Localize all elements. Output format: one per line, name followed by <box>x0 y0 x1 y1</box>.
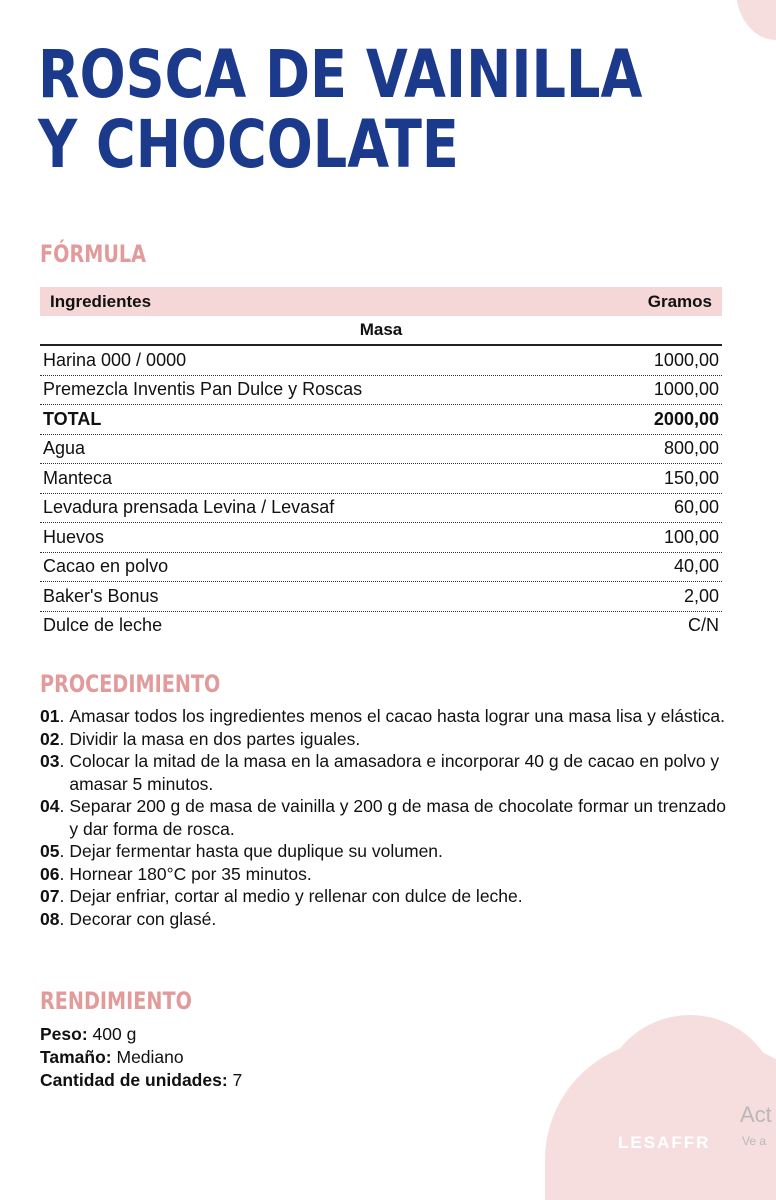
ingredient-grams: 40,00 <box>673 556 719 577</box>
units-value: 7 <box>232 1070 243 1090</box>
table-row <box>40 435 722 465</box>
procedure-step <box>40 728 730 751</box>
procedure-heading: PROCEDIMIENTO <box>40 670 221 698</box>
table-row <box>40 553 722 583</box>
procedure-step <box>40 795 730 840</box>
ingredient-name: TOTAL <box>43 408 102 429</box>
weight-value: 400 g <box>92 1024 137 1044</box>
ingredient-name: Levadura prensada Levina / Levasaf <box>43 497 335 518</box>
decorative-blob-top <box>736 0 776 40</box>
table-row <box>40 464 722 494</box>
step-separator: . <box>59 886 65 906</box>
activation-watermark-sub: Ve a <box>742 1134 767 1148</box>
units-label: Cantidad de unidades: <box>40 1070 228 1090</box>
yield-weight <box>40 1023 242 1046</box>
ingredient-grams: 800,00 <box>663 438 719 459</box>
ingredient-name: Cacao en polvo <box>43 556 169 577</box>
ingredient-grams: 1000,00 <box>653 349 719 370</box>
step-text: Decorar con glasé. <box>69 908 217 929</box>
formula-heading: FÓRMULA <box>40 240 147 268</box>
ingredient-name: Dulce de leche <box>43 615 163 636</box>
step-number: 08 <box>40 908 60 929</box>
step-separator: . <box>59 796 65 816</box>
procedure-step <box>40 908 730 931</box>
step-number: 05 <box>40 841 60 861</box>
table-row <box>40 376 722 406</box>
step-text: Dejar enfriar, cortar al medio y rellenar con dulce de leche. <box>69 886 523 906</box>
recipe-title-line2: Y CHOCOLATE <box>38 106 459 183</box>
step-separator: . <box>59 706 65 726</box>
size-value: Mediano <box>116 1047 184 1067</box>
table-row <box>40 582 722 612</box>
yield-info <box>40 1023 242 1092</box>
size-label: Tamaño: <box>40 1047 112 1067</box>
recipe-title-line1: ROSCA DE VAINILLA <box>38 36 643 113</box>
ingredient-name: Baker's Bonus <box>43 585 159 606</box>
table-row <box>40 346 722 376</box>
recipe-title <box>38 36 643 183</box>
procedure-step <box>40 705 730 728</box>
ingredients-table <box>40 287 722 640</box>
procedure-step <box>40 750 730 795</box>
step-separator: . <box>59 751 65 771</box>
step-text: Colocar la mitad de la masa en la amasadora e incorporar 40 g de cacao en polvo y amasar 5 minutos. <box>69 751 720 794</box>
step-number: 07 <box>40 886 60 906</box>
table-row <box>40 523 722 553</box>
header-grams: Gramos <box>647 291 712 311</box>
ingredient-grams: 2000,00 <box>653 408 719 429</box>
ingredient-name: Agua <box>43 438 86 459</box>
yield-heading: RENDIMIENTO <box>40 987 192 1015</box>
header-ingredients: Ingredientes <box>50 291 152 311</box>
procedure-step <box>40 840 730 863</box>
activation-watermark: Act <box>740 1102 772 1127</box>
step-separator: . <box>59 908 65 929</box>
ingredient-name: Premezcla Inventis Pan Dulce y Roscas <box>43 379 363 400</box>
table-group-label: Masa <box>40 316 722 346</box>
ingredient-grams: 150,00 <box>663 467 719 488</box>
step-number: 04 <box>40 796 60 816</box>
yield-size <box>40 1046 242 1069</box>
table-body <box>40 346 722 640</box>
ingredient-grams: 2,00 <box>683 585 719 606</box>
ingredient-grams: C/N <box>688 615 719 636</box>
procedure-step <box>40 863 730 886</box>
ingredient-name: Manteca <box>43 467 113 488</box>
step-number: 02 <box>40 728 60 749</box>
step-text: Dejar fermentar hasta que duplique su volumen. <box>69 841 443 861</box>
step-text: Separar 200 g de masa de vainilla y 200 g de masa de chocolate formar un trenzado y dar forma de rosca. <box>69 796 726 839</box>
ingredient-grams: 1000,00 <box>653 379 719 400</box>
step-separator: . <box>59 841 65 861</box>
yield-units <box>40 1069 242 1092</box>
procedure-step <box>40 885 730 908</box>
step-number: 01 <box>40 706 60 726</box>
table-row <box>40 494 722 524</box>
step-text: Hornear 180°C por 35 minutos. <box>69 863 312 884</box>
brand-logo-text: LESAFFR <box>618 1133 711 1152</box>
procedure-steps <box>40 705 730 930</box>
table-row <box>40 405 722 435</box>
table-row <box>40 612 722 641</box>
ingredient-grams: 60,00 <box>673 497 719 518</box>
weight-label: Peso: <box>40 1024 88 1044</box>
step-number: 06 <box>40 863 60 884</box>
ingredient-grams: 100,00 <box>663 526 719 547</box>
step-text: Dividir la masa en dos partes iguales. <box>69 728 361 749</box>
ingredient-name: Harina 000 / 0000 <box>43 349 187 370</box>
step-text: Amasar todos los ingredientes menos el cacao hasta lograr una masa lisa y elástica. <box>69 706 725 726</box>
ingredient-name: Huevos <box>43 526 105 547</box>
step-number: 03 <box>40 751 60 771</box>
table-header <box>40 287 722 316</box>
step-separator: . <box>59 728 65 749</box>
step-separator: . <box>59 863 65 884</box>
